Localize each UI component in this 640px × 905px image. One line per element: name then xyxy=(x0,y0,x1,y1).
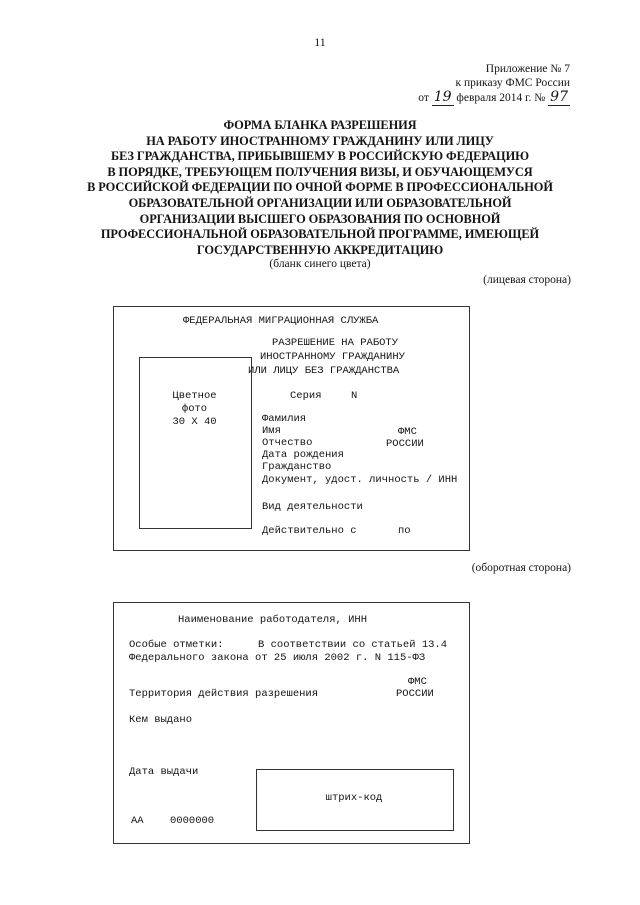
blank-color-note: (бланк синего цвета) xyxy=(269,258,371,270)
title-line: ГОСУДАРСТВЕННУЮ АККРЕДИТАЦИЮ xyxy=(196,242,444,257)
field-valid-to: по xyxy=(398,525,411,537)
permit-title-line-1: РАЗРЕШЕНИЕ НА РАБОТУ xyxy=(272,337,399,349)
field-citizenship: Гражданство xyxy=(262,461,332,473)
permit-title-line-3: ИЛИ ЛИЦУ БЕЗ ГРАЖДАНСТВА xyxy=(248,365,400,377)
front-side-label: (лицевая сторона) xyxy=(483,274,571,286)
field-valid-from: Действительно с xyxy=(262,525,357,537)
series-label: Серия xyxy=(290,390,322,402)
field-name: Имя xyxy=(262,425,281,437)
annex-day-handwritten: 19 xyxy=(433,89,452,105)
form-series-value: АА xyxy=(131,815,144,827)
annex-line-1: Приложение № 7 xyxy=(485,63,570,75)
issue-date-label: Дата выдачи xyxy=(129,766,199,778)
fms-stamp-line-2: РОССИИ xyxy=(386,438,424,450)
photo-label-line-1: Цветное xyxy=(172,390,217,402)
photo-placeholder xyxy=(139,357,252,529)
back-fms-stamp-line-2: РОССИИ xyxy=(396,688,434,700)
issued-by-label: Кем выдано xyxy=(129,714,193,726)
permit-title-line-2: ИНОСТРАННОМУ ГРАЖДАНИНУ xyxy=(260,351,405,363)
fms-stamp-line-1: ФМС xyxy=(398,426,417,438)
migration-service-heading: ФЕДЕРАЛЬНАЯ МИГРАЦИОННАЯ СЛУЖБА xyxy=(183,315,379,327)
page-number: 11 xyxy=(314,35,326,49)
title-line: ПРОФЕССИОНАЛЬНОЙ ОБРАЗОВАТЕЛЬНОЙ ПРОГРАММЕ, ИМЕЮЩЕЙ xyxy=(100,227,540,242)
title-line: ФОРМА БЛАНКА РАЗРЕШЕНИЯ xyxy=(223,118,417,132)
field-activity-type: Вид деятельности xyxy=(262,501,363,513)
document-title xyxy=(70,118,570,258)
annex-month-year: февраля 2014 г. № xyxy=(456,92,546,104)
title-line: В РОССИЙСКОЙ ФЕДЕРАЦИИ ПО ОЧНОЙ ФОРМЕ В ПРОФЕССИОНАЛЬНОЙ xyxy=(87,180,553,195)
field-identity-document: Документ, удост. личность / ИНН xyxy=(262,474,458,486)
field-patronymic: Отчество xyxy=(262,437,313,449)
annex-number-handwritten: 97 xyxy=(550,89,568,105)
annex-date-prefix: от xyxy=(418,92,429,104)
special-marks-label: Особые отметки: xyxy=(129,639,224,651)
title-line: БЕЗ ГРАЖДАНСТВА, ПРИБЫВШЕМУ В РОССИЙСКУЮ ФЕДЕРАЦИЮ xyxy=(111,149,529,164)
title-line: ОБРАЗОВАТЕЛЬНОЙ ОРГАНИЗАЦИИ ИЛИ ОБРАЗОВАТЕЛЬНОЙ xyxy=(128,195,512,210)
annex-date-line xyxy=(350,90,570,105)
annex-header xyxy=(350,62,570,105)
annex-line-2: к приказу ФМС России xyxy=(455,77,570,89)
photo-label-line-2: фото xyxy=(181,403,208,415)
barcode-label: штрих-код xyxy=(325,792,383,804)
photo-label-line-3: 30 X 40 xyxy=(172,416,217,428)
special-marks-law: Федерального закона от 25 июля 2002 г. N 115-ФЗ xyxy=(129,652,426,664)
employer-label: Наименование работодателя, ИНН xyxy=(178,614,368,626)
title-line: НА РАБОТУ ИНОСТРАННОМУ ГРАЖДАНИНУ ИЛИ ЛИЦУ xyxy=(146,133,494,148)
field-surname: Фамилия xyxy=(262,413,307,425)
territory-label: Территория действия разрешения xyxy=(129,688,319,700)
title-line: ОРГАНИЗАЦИИ ВЫСШЕГО ОБРАЗОВАНИЯ ПО ОСНОВНОЙ xyxy=(139,211,501,226)
field-birth-date: Дата рождения xyxy=(262,449,344,461)
title-line: В ПОРЯДКЕ, ТРЕБУЮЩЕМ ПОЛУЧЕНИЯ ВИЗЫ, И ОБУЧАЮЩЕМУСЯ xyxy=(107,164,533,179)
back-side-label: (оборотная сторона) xyxy=(471,562,571,574)
form-number-value: 0000000 xyxy=(170,815,215,827)
back-fms-stamp-line-1: ФМС xyxy=(408,676,427,688)
special-marks-text: В соответствии со статьей 13.4 xyxy=(258,639,448,651)
number-label: N xyxy=(351,390,358,402)
